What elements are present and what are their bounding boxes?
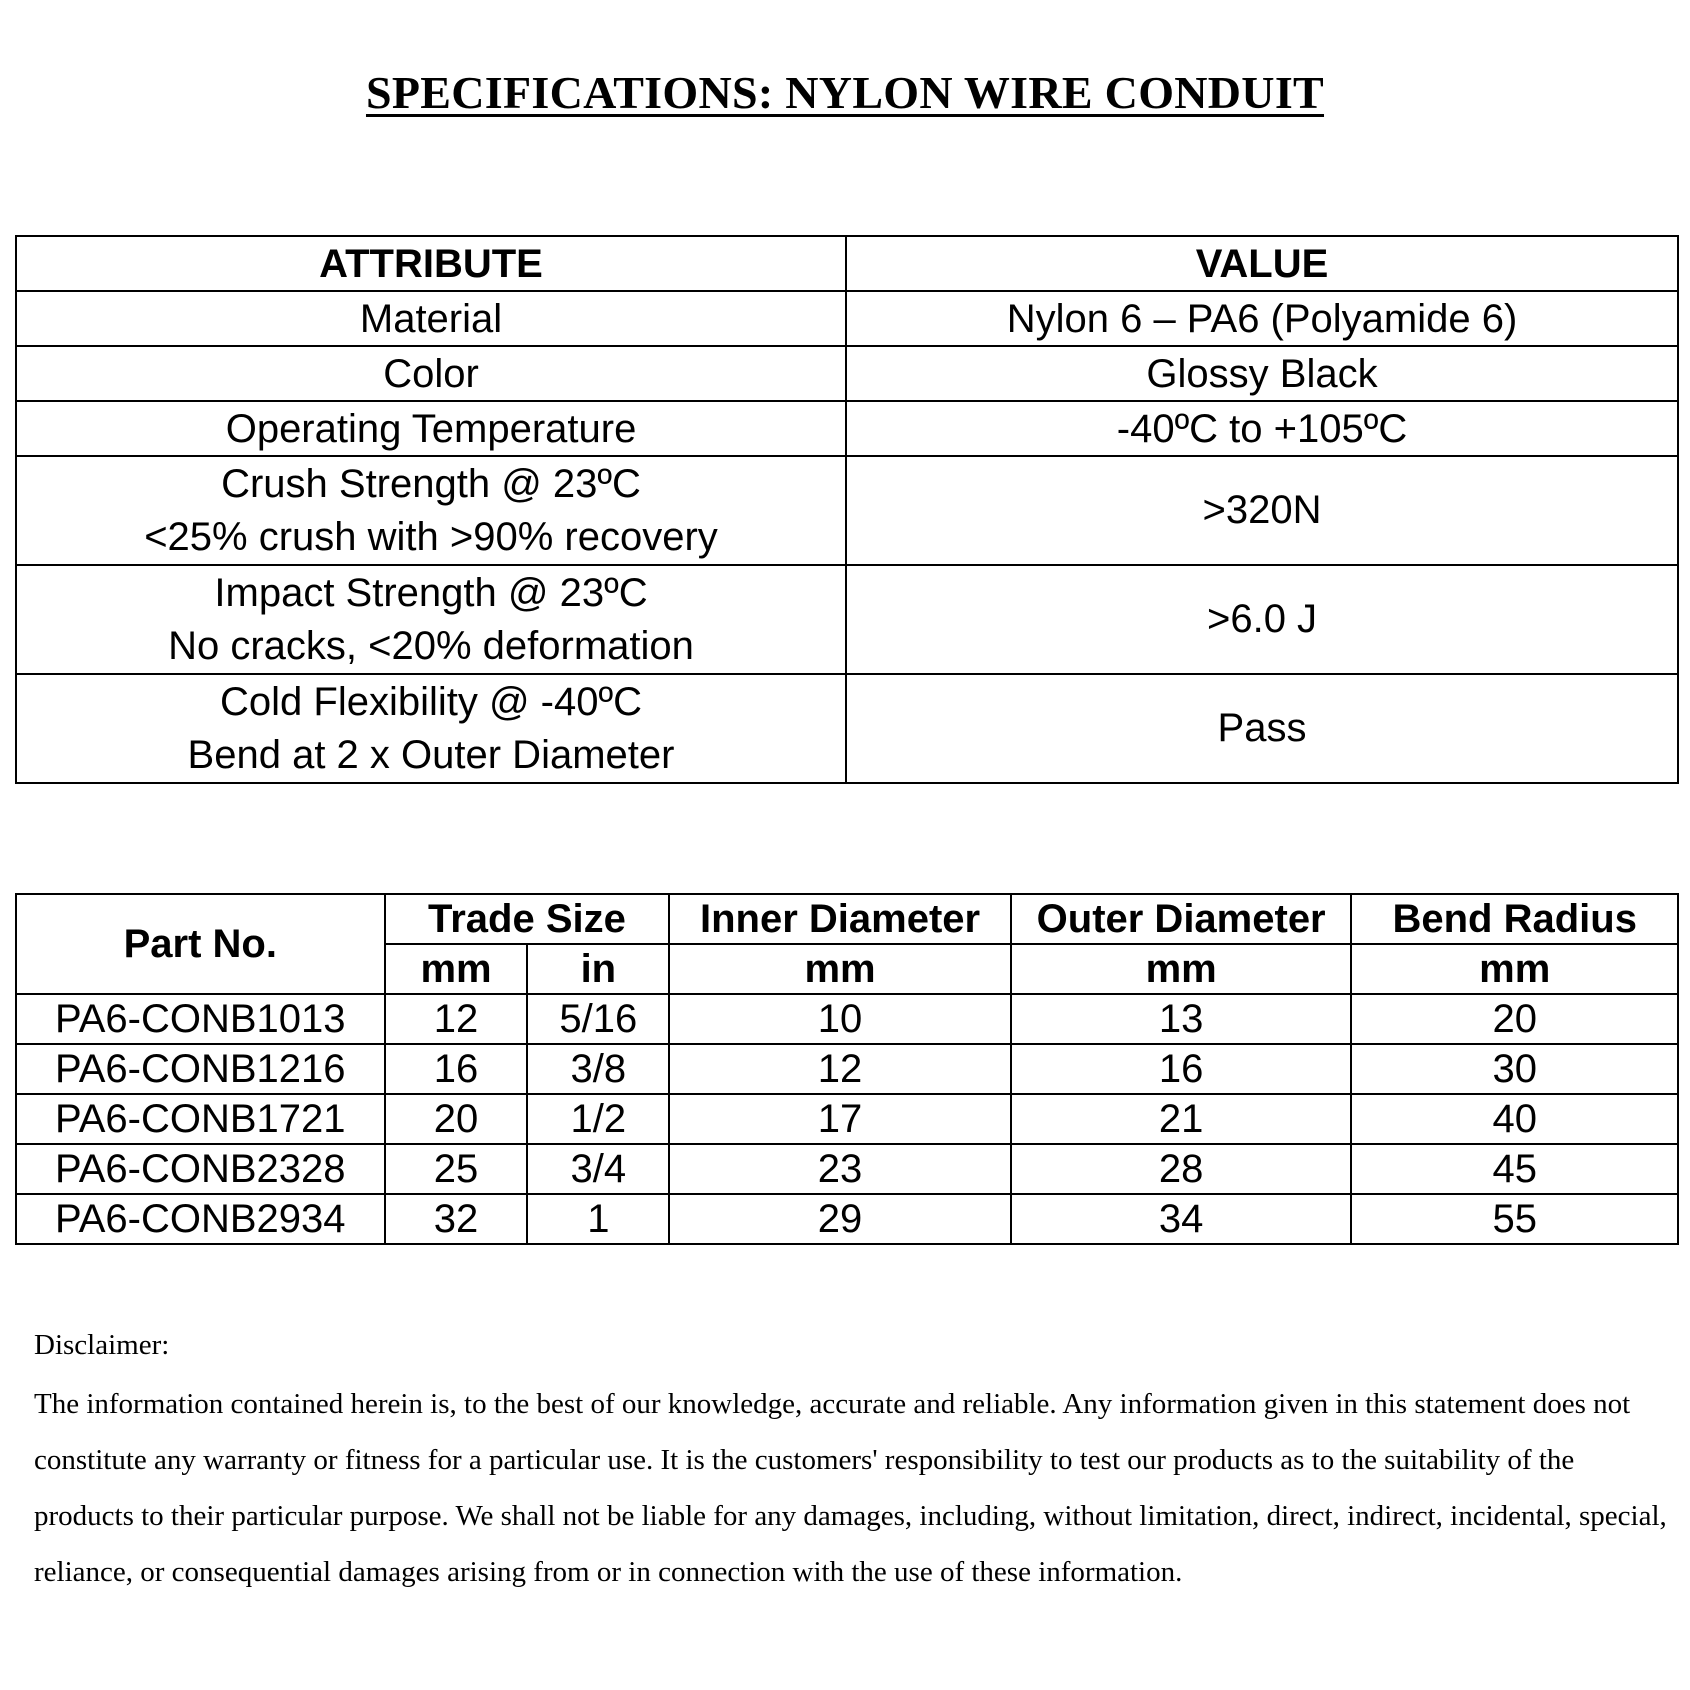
part-number-cell: PA6-CONB1216	[16, 1044, 385, 1094]
outer-diameter-cell: 16	[1011, 1044, 1352, 1094]
trade-size-mm-unit: mm	[385, 944, 528, 994]
outer-diameter-unit: mm	[1011, 944, 1352, 994]
attribute-name	[16, 456, 846, 565]
part-number-cell: PA6-CONB2328	[16, 1144, 385, 1194]
trade-size-mm-cell: 20	[385, 1094, 528, 1144]
trade-size-in-cell: 3/4	[527, 1144, 669, 1194]
trade-size-mm-cell: 12	[385, 994, 528, 1044]
attribute-value: Glossy Black	[846, 346, 1678, 401]
attribute-row-material	[16, 291, 1678, 346]
part-no-header: Part No.	[16, 894, 385, 994]
part-number-cell: PA6-CONB1721	[16, 1094, 385, 1144]
outer-diameter-header: Outer Diameter	[1011, 894, 1352, 944]
disclaimer	[34, 1320, 1674, 1600]
attribute-name	[16, 565, 846, 674]
table-row	[16, 1194, 1678, 1244]
attribute-value: Nylon 6 – PA6 (Polyamide 6)	[846, 291, 1678, 346]
trade-size-in-unit: in	[527, 944, 669, 994]
table-row	[16, 1144, 1678, 1194]
attribute-name-line2: <25% crush with >90% recovery	[144, 514, 718, 559]
attribute-name: Operating Temperature	[16, 401, 846, 456]
outer-diameter-cell: 34	[1011, 1194, 1352, 1244]
attribute-name-line1: Impact Strength @ 23ºC	[214, 570, 648, 615]
parts-header-row	[16, 894, 1678, 944]
attribute-row-impact-strength	[16, 565, 1678, 674]
attribute-value: >320N	[846, 456, 1678, 565]
attribute-row-operating-temperature	[16, 401, 1678, 456]
value-column-header: VALUE	[846, 236, 1678, 291]
trade-size-mm-cell: 32	[385, 1194, 528, 1244]
inner-diameter-header: Inner Diameter	[669, 894, 1011, 944]
parts-table	[15, 893, 1679, 1245]
bend-radius-cell: 40	[1351, 1094, 1678, 1144]
bend-radius-cell: 55	[1351, 1194, 1678, 1244]
inner-diameter-cell: 12	[669, 1044, 1011, 1094]
attribute-name-line2: Bend at 2 x Outer Diameter	[187, 732, 675, 777]
inner-diameter-cell: 17	[669, 1094, 1011, 1144]
disclaimer-label: Disclaimer:	[34, 1329, 170, 1361]
inner-diameter-cell: 29	[669, 1194, 1011, 1244]
table-row	[16, 1094, 1678, 1144]
attribute-name: Material	[16, 291, 846, 346]
trade-size-in-cell: 1/2	[527, 1094, 669, 1144]
bend-radius-cell: 20	[1351, 994, 1678, 1044]
attribute-name: Color	[16, 346, 846, 401]
part-number-cell: PA6-CONB1013	[16, 994, 385, 1044]
attribute-row-crush-strength	[16, 456, 1678, 565]
trade-size-mm-cell: 16	[385, 1044, 528, 1094]
table-row	[16, 994, 1678, 1044]
trade-size-in-cell: 1	[527, 1194, 669, 1244]
inner-diameter-cell: 23	[669, 1144, 1011, 1194]
outer-diameter-cell: 28	[1011, 1144, 1352, 1194]
inner-diameter-cell: 10	[669, 994, 1011, 1044]
attribute-value: -40ºC to +105ºC	[846, 401, 1678, 456]
trade-size-in-cell: 3/8	[527, 1044, 669, 1094]
inner-diameter-unit: mm	[669, 944, 1011, 994]
attribute-name-line2: No cracks, <20% deformation	[168, 623, 694, 668]
attribute-name-line1: Cold Flexibility @ -40ºC	[220, 679, 642, 724]
outer-diameter-cell: 13	[1011, 994, 1352, 1044]
attributes-header-row	[16, 236, 1678, 291]
bend-radius-cell: 45	[1351, 1144, 1678, 1194]
attribute-row-cold-flexibility	[16, 674, 1678, 783]
trade-size-in-cell: 5/16	[527, 994, 669, 1044]
attribute-name-line1: Crush Strength @ 23ºC	[221, 461, 641, 506]
page-title: SPECIFICATIONS: NYLON WIRE CONDUIT	[365, 67, 1325, 118]
trade-size-header: Trade Size	[385, 894, 670, 944]
bend-radius-cell: 30	[1351, 1044, 1678, 1094]
trade-size-mm-cell: 25	[385, 1144, 528, 1194]
table-row	[16, 1044, 1678, 1094]
attribute-value: Pass	[846, 674, 1678, 783]
attribute-value: >6.0 J	[846, 565, 1678, 674]
attribute-row-color	[16, 346, 1678, 401]
bend-radius-unit: mm	[1351, 944, 1678, 994]
attribute-column-header: ATTRIBUTE	[16, 236, 846, 291]
part-number-cell: PA6-CONB2934	[16, 1194, 385, 1244]
outer-diameter-cell: 21	[1011, 1094, 1352, 1144]
attributes-table	[15, 235, 1679, 784]
bend-radius-header: Bend Radius	[1351, 894, 1678, 944]
disclaimer-text: The information contained herein is, to the best of our knowledge, accurate and reliable. Any information given in this statement does not constitute any warranty or fitness for a particular use. It is the customers' responsibility to test our products as to the suitability of the products to their particular purpose. We shall not be liable for any damages, including, without limitation, direct, indirect, incidental, special, reliance, or consequential damages arising from or in connection with the use of these information.	[34, 1388, 1667, 1588]
attribute-name	[16, 674, 846, 783]
